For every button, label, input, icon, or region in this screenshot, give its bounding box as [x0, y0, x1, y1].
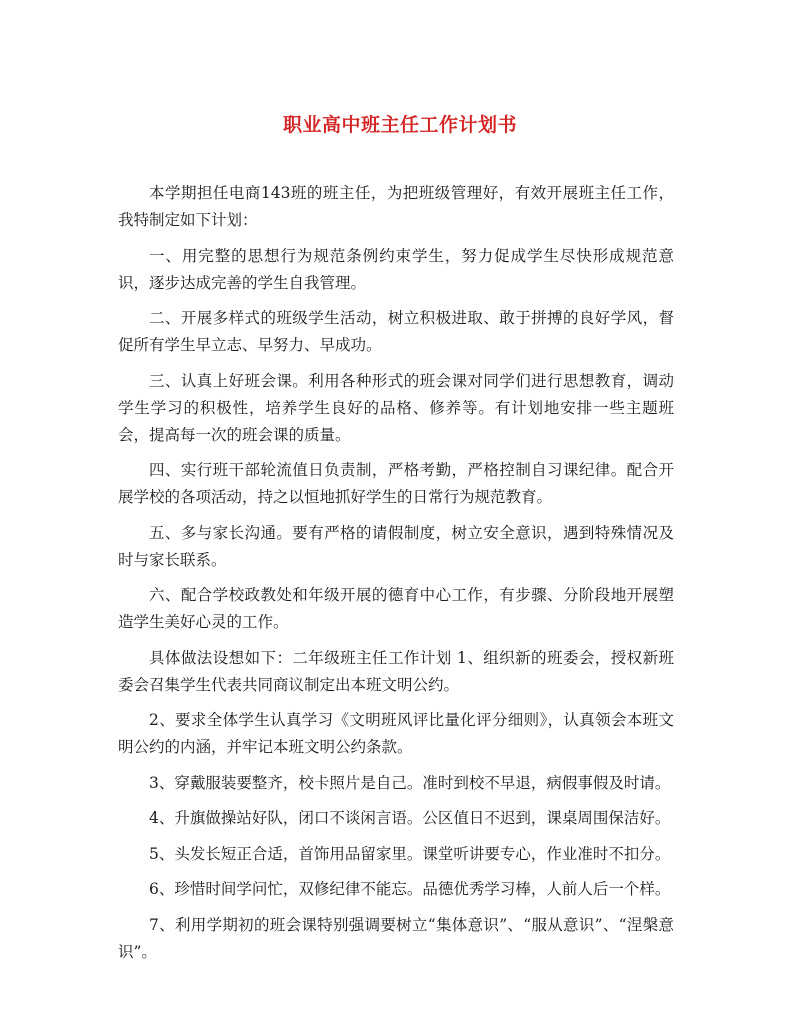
- paragraph-rule-4: 4、升旗做操站好队，闭口不谈闲言语。公区值日不迟到，课桌周围保洁好。: [149, 809, 671, 827]
- paragraph-rule-7: 7、利用学期初的班会课特别强调要树立“集体意识”、“服从意识”、“涅槃意识”。: [118, 915, 674, 961]
- paragraph-item-1: 一、用完整的思想行为规范条例约束学生，努力促成学生尽快形成规范意识，逐步达成完善的学生自我管理。: [118, 246, 674, 292]
- paragraph-rule-3: 3、穿戴服装要整齐，校卡照片是自己。准时到校不早退，病假事假及时请。: [149, 773, 671, 792]
- paragraph-rule-5: 5、头发长短正合适，首饰用品留家里。课堂听讲要专心，作业准时不扣分。: [149, 844, 671, 863]
- document-title: 职业高中班主任工作计划书: [282, 114, 517, 136]
- paragraph-item-4: 四、实行班干部轮流值日负责制，严格考勤，严格控制自习课纪律。配合开展学校的各项活动，持之以恒地抓好学生的日常行为规范教育。: [118, 461, 674, 506]
- paragraph-item-6: 六、配合学校政教处和年级开展的德育中心工作，有步骤、分阶段地开展塑造学生美好心灵的工作。: [118, 586, 674, 631]
- paragraph-rule-6: 6、珍惜时间学问忙，双修纪律不能忘。品德优秀学习棒，人前人后一个样。: [149, 880, 671, 898]
- paragraph-specific-methods: 具体做法设想如下：二年级班主任工作计划 1、组织新的班委会，授权新班委会召集学生代表共同商议制定出本班文明公约。: [118, 648, 674, 694]
- paragraph-intro: 本学期担任电商143班的班主任，为把班级管理好，有效开展班主任工作，我特制定如下计划：: [118, 184, 674, 229]
- document-body: [118, 180, 674, 974]
- paragraph-item-5: 五、多与家长沟通。要有严格的请假制度，树立安全意识，遇到特殊情况及时与家长联系。: [118, 523, 674, 569]
- paragraph-item-2: 二、开展多样式的班级学生活动，树立积极进取、敢于拼搏的良好学风，督促所有学生早立志、早努力、早成功。: [118, 309, 674, 354]
- paragraph-item-3: 三、认真上好班会课。利用各种形式的班会课对同学们进行思想教育，调动学生学习的积极性，培养学生良好的品格、修养等。有计划地安排一些主题班会，提高每一次的班会课的质量。: [118, 371, 674, 444]
- paragraph-rule-2: 2、要求全体学生认真学习《文明班风评比量化评分细则》，认真领会本班文明公约的内涵，并牢记本班文明公约条款。: [118, 711, 674, 756]
